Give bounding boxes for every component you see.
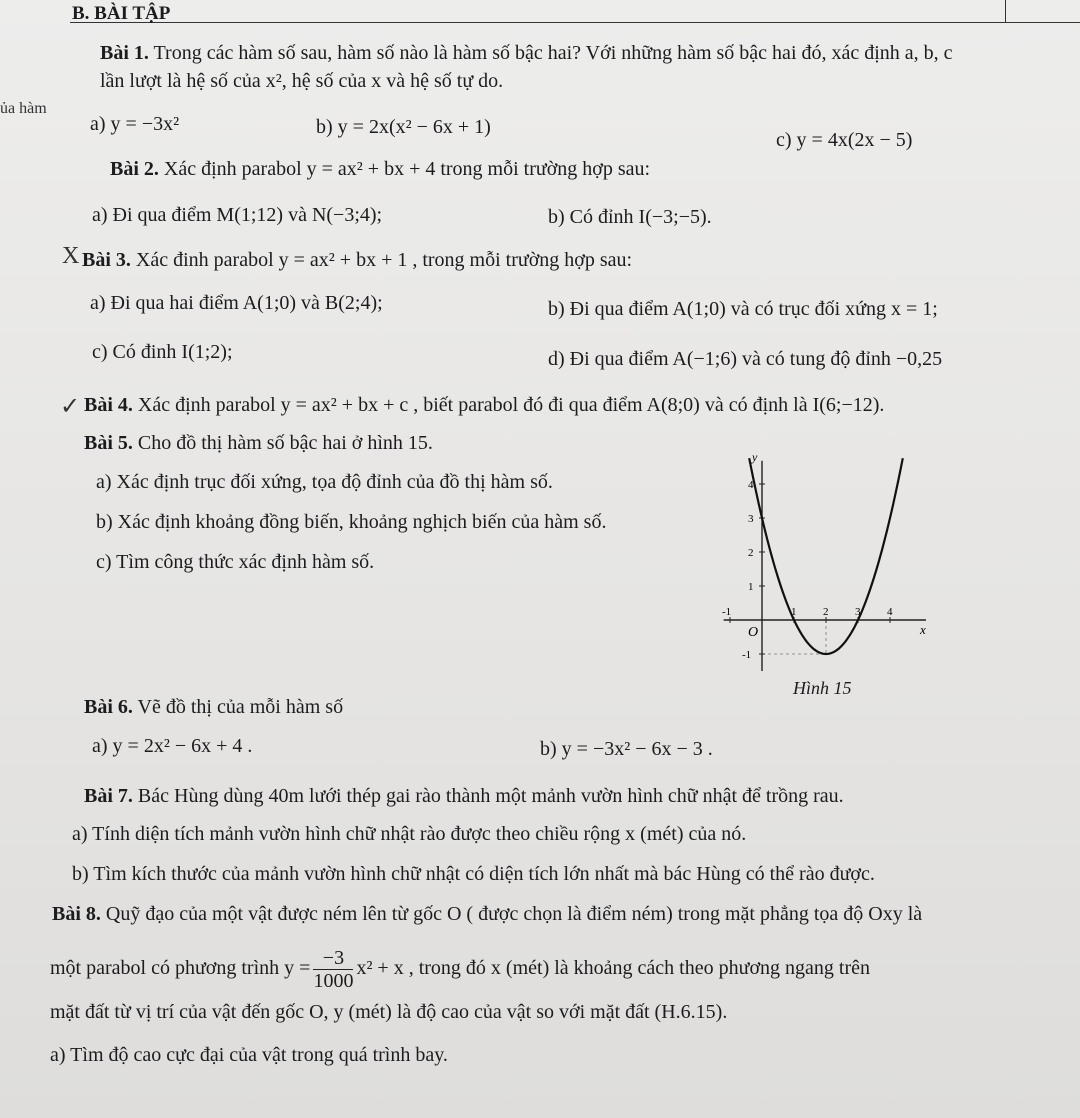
bai4-text: Xác định parabol y = ax² + bx + c , biết parabol đó đi qua điểm A(8;0) và có định là I(6;−12).	[132, 394, 885, 416]
bai3-label: Bài 3.	[82, 249, 131, 271]
bai1-a: a) y = −3x²	[90, 113, 180, 135]
y-tick-label: 3	[748, 513, 754, 525]
bai6-text: Vẽ đồ thị của mỗi hàm số	[132, 696, 344, 718]
y-tick-label: -1	[742, 649, 752, 661]
bai8-fraction	[313, 947, 353, 992]
bai6-b: b) y = −3x² − 6x − 3 .	[540, 738, 713, 760]
bai8-label: Bài 8.	[52, 903, 101, 925]
bai8-text2a: một parabol có phương trình y =	[50, 957, 311, 979]
bai2-label: Bài 2.	[110, 158, 159, 180]
bai1-text1: Trong các hàm số sau, hàm số nào là hàm số bậc hai? Với những hàm số bậc hai đó, xác định a, b, c	[148, 42, 953, 64]
figure-15-graph	[690, 440, 930, 695]
bai8-text1: Quỹ đạo của một vật được ném lên từ gốc O ( được chọn là điểm ném) trong mặt phẳng tọa độ Oxy là	[100, 903, 923, 925]
bai6-a: a) y = 2x² − 6x + 4 .	[92, 735, 253, 757]
y-tick-label: 1	[748, 581, 754, 593]
bai2-b: b) Có đỉnh I(−3;−5).	[548, 206, 712, 228]
x-tick-label: 1	[791, 606, 797, 618]
bai1-c: c) y = 4x(2x − 5)	[776, 129, 913, 151]
bai2-line	[110, 157, 650, 181]
bai8-line3: mặt đất từ vị trí của vật đến gốc O, y (mét) là độ cao của vật so với mặt đất (H.6.15).	[50, 1001, 728, 1023]
bai8-a: a) Tìm độ cao cực đại của vật trong quá trình bay.	[50, 1044, 448, 1066]
bai3-mark: X	[62, 243, 80, 269]
bai2-text: Xác định parabol y = ax² + bx + 4 trong mỗi trường hợp sau:	[158, 158, 651, 180]
fraction-numerator: −3	[313, 947, 353, 970]
bai6-label: Bài 6.	[84, 696, 133, 718]
x-tick-label: 4	[887, 606, 893, 618]
x-tick-label: 3	[855, 606, 861, 618]
figure-caption: Hình 15	[793, 678, 852, 698]
bai1-line2: lần lượt là hệ số của x², hệ số của x và hệ số tự do.	[100, 70, 504, 92]
header-box-edge	[1005, 0, 1006, 22]
x-tick-label: -1	[722, 606, 732, 618]
bai5-text: Cho đồ thị hàm số bậc hai ở hình 15.	[132, 432, 433, 454]
parabola-curve	[749, 458, 903, 654]
bai5-a: a) Xác định trục đối xứng, tọa độ đỉnh của đồ thị hàm số.	[96, 471, 553, 493]
bai7-line	[84, 784, 844, 808]
bai7-label: Bài 7.	[84, 785, 133, 807]
bai3-b: b) Đi qua điểm A(1;0) và có trục đối xứng x = 1;	[548, 298, 938, 320]
bai7-a: a) Tính diện tích mảnh vườn hình chữ nhật rào được theo chiều rộng x (mét) của nó.	[72, 823, 747, 845]
bai3-c: c) Có đinh I(1;2);	[92, 341, 233, 363]
figure-grid	[762, 620, 826, 654]
bai1-b: b) y = 2x(x² − 6x + 1)	[316, 116, 491, 138]
x-axis-label: x	[920, 622, 926, 637]
bai5-label: Bài 5.	[84, 432, 133, 454]
section-title: B. BÀI TẬP	[72, 3, 171, 24]
origin-label: O	[748, 625, 759, 640]
bai1-label: Bài 1.	[100, 42, 149, 64]
bai7-text: Bác Hùng dùng 40m lưới thép gai rào thành một mảnh vườn hình chữ nhật để trồng rau.	[132, 785, 844, 807]
bai2-a: a) Đi qua điểm M(1;12) và N(−3;4);	[92, 204, 383, 226]
bai4-label: Bài 4.	[84, 394, 133, 416]
y-axis-label: y	[752, 449, 758, 464]
bai5-b: b) Xác định khoảng đồng biến, khoảng nghịch biến của hàm số.	[96, 511, 607, 533]
bai6-line	[84, 695, 343, 719]
bai3-line	[82, 248, 632, 272]
bai8-text2b: x² + x , trong đó x (mét) là khoảng cách theo phương ngang trên	[356, 957, 871, 979]
bai3-d: d) Đi qua điểm A(−1;6) và có tung độ đỉnh −0,25	[548, 348, 943, 370]
bai4-line	[84, 393, 884, 417]
bai8-line1	[52, 902, 922, 926]
bai7-b: b) Tìm kích thước của mảnh vườn hình chữ nhật có diện tích lớn nhất mà bác Hùng có thể rào được.	[72, 863, 875, 885]
bai3-text: Xác đinh parabol y = ax² + bx + 1 , trong mỗi trường hợp sau:	[130, 249, 633, 271]
bai5-line	[84, 431, 433, 455]
x-tick-label: 2	[823, 606, 829, 618]
y-tick-label: 2	[748, 547, 754, 559]
bai8-line2	[50, 944, 870, 992]
fraction-denominator: 1000	[313, 969, 354, 992]
bai4-mark: ✓	[60, 394, 81, 420]
bai5-c: c) Tìm công thức xác định hàm số.	[96, 551, 375, 573]
bai1-line1	[100, 41, 953, 65]
margin-fragment: ủa hàm	[0, 100, 47, 117]
header-rule	[70, 22, 1080, 23]
bai3-a: a) Đi qua hai điểm A(1;0) và B(2;4);	[90, 292, 383, 314]
y-tick-label: 4	[748, 479, 754, 491]
